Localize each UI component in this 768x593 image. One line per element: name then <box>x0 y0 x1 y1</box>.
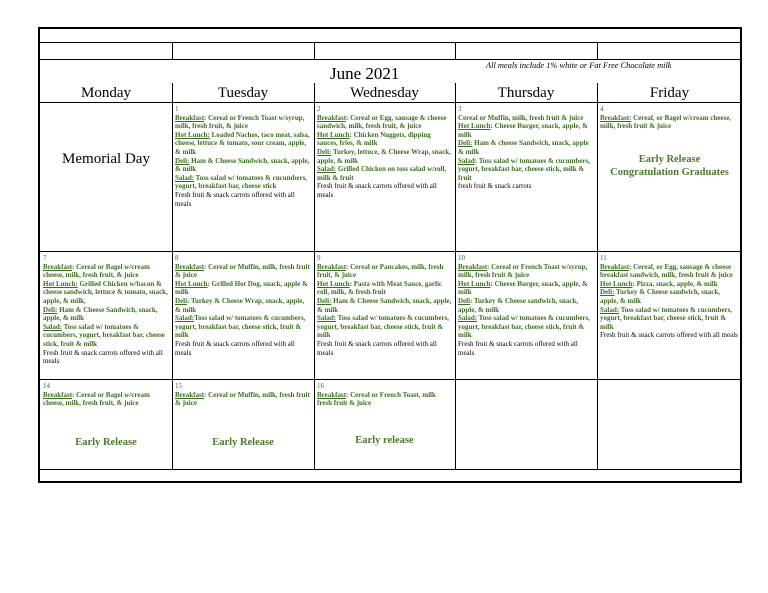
deli-text: : Turkey & Cheese Wrap, snack, apple, & milk <box>175 296 305 314</box>
breakfast-label: Breakfast <box>43 262 73 271</box>
breakfast-label: Breakfast: <box>600 113 632 122</box>
page-title: June 2021 <box>330 64 400 83</box>
salad-text: Toss salad w/ tomatoes & cucumbers, yogurt, breakfast bar, cheese stick <box>175 173 308 191</box>
calendar-sheet <box>38 27 742 483</box>
date-number: 2 <box>317 105 321 113</box>
breakfast-label: Breakfast <box>175 262 205 271</box>
date-number: 1 <box>175 105 179 113</box>
breakfast-label: Breakfast <box>317 113 347 122</box>
deli-text: Turkey, lettuce, & Cheese Wrap, snack, apple, & milk <box>317 147 451 165</box>
fruit-note: Fresh fruit & snack carrots offered with all meals <box>175 339 295 357</box>
day-cell-empty <box>455 380 597 469</box>
rule <box>40 42 740 43</box>
date-number: 7 <box>43 254 47 262</box>
salad-text: Toss salad w/ tomatoes & cucumbers, yogurt, breakfast bar, cheese stick, fruit & milk <box>175 314 306 340</box>
rule <box>40 59 740 60</box>
deli-label: Deli: <box>175 156 190 165</box>
salad-label: Salad <box>458 156 475 165</box>
breakfast-label: Breakfast <box>317 390 347 399</box>
salad-label: Salad: <box>317 165 337 174</box>
deli-text: Ham & Cheese Sandwich, snack, apple, & milk <box>175 156 310 174</box>
hot-lunch-label: Hot Lunch <box>317 130 350 139</box>
hot-lunch-text: : Pizza, snack, apple, & milk <box>632 279 718 288</box>
day-cell-1 <box>172 103 314 251</box>
breakfast-text: : Cereal or Bagel w/cream cheese, milk, fresh fruit, & juice <box>43 262 150 280</box>
deli-label: Deli: <box>43 305 58 314</box>
salad-label: Salad: <box>317 314 337 323</box>
rule <box>597 42 598 59</box>
early-release-label: Early Release <box>638 154 701 165</box>
breakfast-label: Breakfast <box>458 262 488 271</box>
hot-lunch-label: Hot Lunch <box>175 279 208 288</box>
hot-lunch-text: : Cheese Burger, snack, apple, & milk <box>458 279 588 297</box>
hot-lunch-label: Hot Lunch: <box>175 130 210 139</box>
hot-lunch-text: : Chicken Nuggets, dipping sauces, fries, & milk <box>317 130 431 148</box>
breakfast-text: : Cereal or French Toast w/syrup, milk, fresh fruit & juice <box>458 262 588 280</box>
hot-lunch-label: Hot Lunch <box>458 122 491 131</box>
rule <box>314 42 315 59</box>
salad-label: Salad: <box>175 173 195 182</box>
hot-lunch-label: Hot Lunch <box>458 279 491 288</box>
breakfast-text-2: fresh fruit & juice <box>317 399 372 408</box>
salad-label: Salad: <box>175 314 195 323</box>
date-number: 9 <box>317 254 321 262</box>
hot-lunch-text: Grilled Chicken w/bacon & cheese sandwich, lettuce & tomato, snack, apple, & milk, <box>43 279 168 305</box>
salad-text: Grilled Chicken on toss salad w/roll, milk & fruit <box>317 165 447 182</box>
deli-label: Deli: <box>317 296 332 305</box>
fruit-note: fresh fruit & snack carrots <box>458 182 532 191</box>
breakfast-text: : Cereal or French Toast w/syrup, milk, fresh fruit, & juice <box>175 113 305 131</box>
day-header-friday: Friday <box>649 85 690 101</box>
deli-label: Deli: <box>600 288 615 297</box>
breakfast-label: Breakfast <box>43 390 73 399</box>
salad-text: : Toss salad w/ tomatoes & cucumbers, yogurt, breakfast bar, cheese stick, milk & fruit <box>458 156 591 182</box>
day-cell-9 <box>314 252 455 379</box>
hot-lunch-text: : Pasta with Meat Sauce, garlic roll, milk, & fresh fruit <box>317 279 443 297</box>
salad-text: Toss salad w/ tomatoes & cucumbers, yogurt, breakfast bar, cheese stick, fruit & milk <box>317 314 450 340</box>
salad-label: Salad: <box>600 305 620 314</box>
breakfast-text: : Cereal or Muffin, milk, fresh fruit & juice <box>175 262 310 280</box>
day-cell-11 <box>597 252 742 379</box>
salad-label: Salad: <box>458 314 478 323</box>
hot-lunch-label: Hot Lunch <box>600 279 633 288</box>
date-number: 11 <box>600 254 607 262</box>
date-number: 16 <box>317 382 324 390</box>
hot-lunch-text: : Grilled Hot Dog, snack, apple & milk <box>175 279 308 297</box>
breakfast-text: : Cereal or French Toast, milk <box>346 390 436 399</box>
fruit-note: Fresh fruit & snack carrots offered with all meals <box>317 339 437 357</box>
breakfast-label: Breakfast <box>600 262 630 271</box>
salad-text: Toss salad w/ tomatoes & cucumbers, yogurt, breakfast bar, cheese stick, fruit & milk <box>43 322 165 348</box>
day-cell-memorial <box>40 103 172 251</box>
deli-text: : Turkey & Cheese sandwich, snack, apple, & milk <box>458 296 578 314</box>
rule <box>455 42 456 59</box>
date-number: 3 <box>458 105 462 113</box>
deli-label: Deli: <box>317 147 332 156</box>
date-number: 8 <box>175 254 179 262</box>
salad-text: Toss salad w/ tomatoes & cucumbers, yogurt, breakfast bar, cheese stick, fruit & milk <box>458 314 591 340</box>
date-number: 15 <box>175 382 182 390</box>
hot-lunch-text: : Cheese Burger, snack, apple, & milk <box>458 122 588 139</box>
fruit-note: Fresh fruit & snack carrots offered with all meals <box>43 348 163 366</box>
breakfast-label: Breakfast <box>317 262 347 271</box>
breakfast-text: : Cereal, or Egg, sausage & cheese breakfast sandwich, milk, fresh fruit & juice <box>600 262 733 280</box>
salad-label: Salad: <box>43 322 63 331</box>
fruit-note: Fresh fruit & snack carrots offered with all meals <box>600 331 738 340</box>
deli-label: Deli: <box>458 139 473 148</box>
milk-note: All meals include 1% white or Fat Free Chocolate milk <box>486 61 672 70</box>
breakfast-label: Breakfast <box>175 113 205 122</box>
deli-label: Deli <box>175 296 188 305</box>
fruit-note: Fresh fruit & snack carrots offered with all meals <box>175 190 295 208</box>
day-cell-8 <box>172 252 314 379</box>
early-release-label: Early Release <box>75 437 137 448</box>
breakfast-text: : Cereal or Bagel w/cream cheese, milk, fresh fruit, & juice <box>43 390 150 408</box>
early-release-label: Early release <box>355 435 414 446</box>
breakfast-text: : Cereal or Egg, sausage & cheese sandwich, milk, fresh fruit, & juice <box>317 113 447 131</box>
rule <box>40 469 740 470</box>
fruit-note: Fresh fruit & snack carrots offered with all meals <box>458 339 578 357</box>
day-header-wednesday: Wednesday <box>350 85 419 101</box>
breakfast-label: Breakfast <box>175 390 205 399</box>
day-cell-7 <box>40 252 172 379</box>
date-number: 4 <box>600 105 604 113</box>
holiday-label: Memorial Day <box>62 151 150 167</box>
day-cell-2 <box>314 103 455 251</box>
hot-lunch-label: Hot Lunch: <box>43 279 78 288</box>
breakfast-text: Cereal, or Bagel w/cream cheese, milk, fresh fruit & juice <box>600 113 732 131</box>
day-cell-3 <box>455 103 597 251</box>
hot-lunch-text: Loaded Nachos, taco meat, salsa, cheese, lettuce & tomato, sour cream, apple, & milk <box>175 130 310 156</box>
graduation-label: Congratulation Graduates <box>610 167 729 178</box>
breakfast-text: : Cereal or Pancakes, milk, fresh fruit, & juice <box>317 262 444 280</box>
deli-text: Ham & Cheese Sandwich, snack, apple, & milk <box>43 305 158 323</box>
breakfast-text: Cereal or Muffin, milk, fresh fruit & juice <box>458 113 584 122</box>
deli-text: Ham & Cheese Sandwich, snack, apple, & milk <box>317 296 452 314</box>
day-header-thursday: Thursday <box>497 85 555 101</box>
day-cell-empty <box>597 380 742 469</box>
deli-label: Deli <box>458 296 471 305</box>
breakfast-text: : Cereal or Muffin, milk, fresh fruit & juice <box>175 390 310 408</box>
salad-text: Toss salad w/ tomatoes & cucumbers, yogurt, breakfast bar, cheese stick, fruit & milk <box>600 305 733 331</box>
deli-text: Turkey & Cheese sandwich, snack, apple, & milk <box>600 288 720 305</box>
day-cell-14 <box>40 380 172 469</box>
date-number: 10 <box>458 254 465 262</box>
early-release-label: Early Release <box>212 437 274 448</box>
rule <box>172 42 173 59</box>
day-cell-4 <box>597 103 742 251</box>
day-header-monday: Monday <box>81 85 131 101</box>
day-cell-15 <box>172 380 314 469</box>
day-cell-16 <box>314 380 455 469</box>
fruit-note: Fresh fruit & snack carrots offered with all meals <box>317 182 437 199</box>
deli-text: Ham & cheese Sandwich, snack, apple & milk <box>458 139 589 156</box>
hot-lunch-label: Hot Lunch <box>317 279 350 288</box>
date-number: 14 <box>43 382 50 390</box>
day-header-tuesday: Tuesday <box>217 85 269 101</box>
day-cell-10 <box>455 252 597 379</box>
